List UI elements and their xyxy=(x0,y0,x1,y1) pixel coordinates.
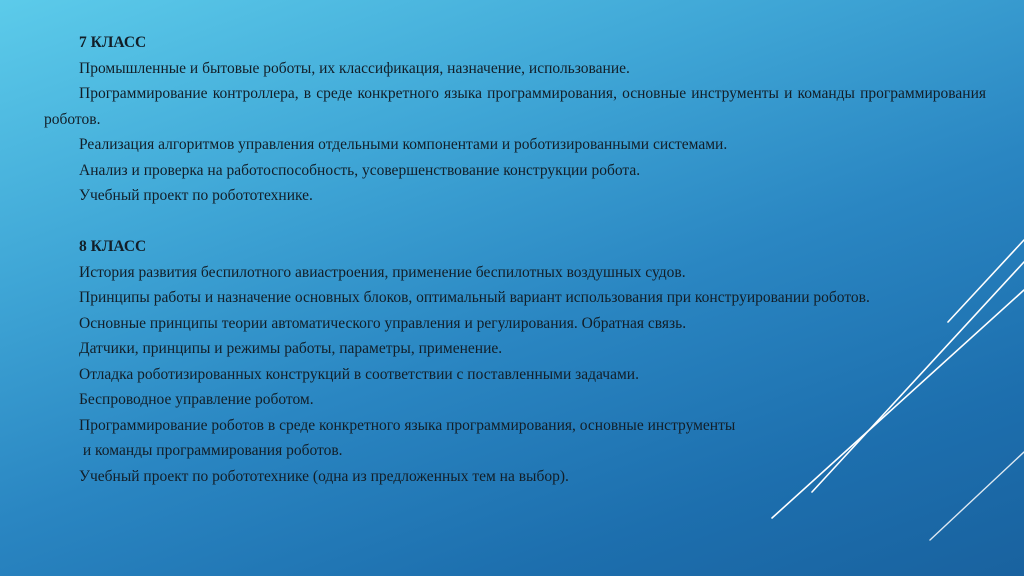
grade8-topic: и команды программирования роботов. xyxy=(79,442,343,459)
grade8-topic: История развития беспилотного авиастроения, применение беспилотных воздушных судов. xyxy=(79,263,686,281)
section-spacer xyxy=(44,209,986,235)
slide-content xyxy=(44,30,986,489)
grade7-topic: Анализ и проверка на работоспособность, усовершенствование конструкции робота. xyxy=(79,161,641,179)
grade8-topic: Учебный проект по робототехнике (одна из предложенных тем на выбор). xyxy=(79,467,569,485)
grade7-topic: Программирование контроллера, в среде конкретного языка программирования, основные инструменты и команды программирования роботов. xyxy=(44,85,986,128)
grade8-topic: Основные принципы теории автоматического управления и регулирования. Обратная связь. xyxy=(79,314,687,332)
grade8-topic: Отладка роботизированных конструкций в соответствии с поставленными задачами. xyxy=(79,365,639,383)
grade8-topic: Датчики, принципы и режимы работы, параметры, применение. xyxy=(79,340,503,357)
grade8-topic: Беспроводное управление роботом. xyxy=(79,391,314,408)
grade7-heading: 7 КЛАСС xyxy=(79,34,147,51)
grade8-topic: Программирование роботов в среде конкретного языка программирования, основные инструменты xyxy=(79,416,736,434)
grade7-topic: Промышленные и бытовые роботы, их классификация, назначение, использование. xyxy=(79,59,630,77)
grade8-topic: Принципы работы и назначение основных блоков, оптимальный вариант использования при конструировании роботов. xyxy=(79,289,870,306)
grade8-heading: 8 КЛАСС xyxy=(79,238,147,255)
grade7-topic: Учебный проект по робототехнике. xyxy=(79,187,313,204)
grade7-topic: Реализация алгоритмов управления отдельными компонентами и роботизированными системами. xyxy=(79,136,728,153)
